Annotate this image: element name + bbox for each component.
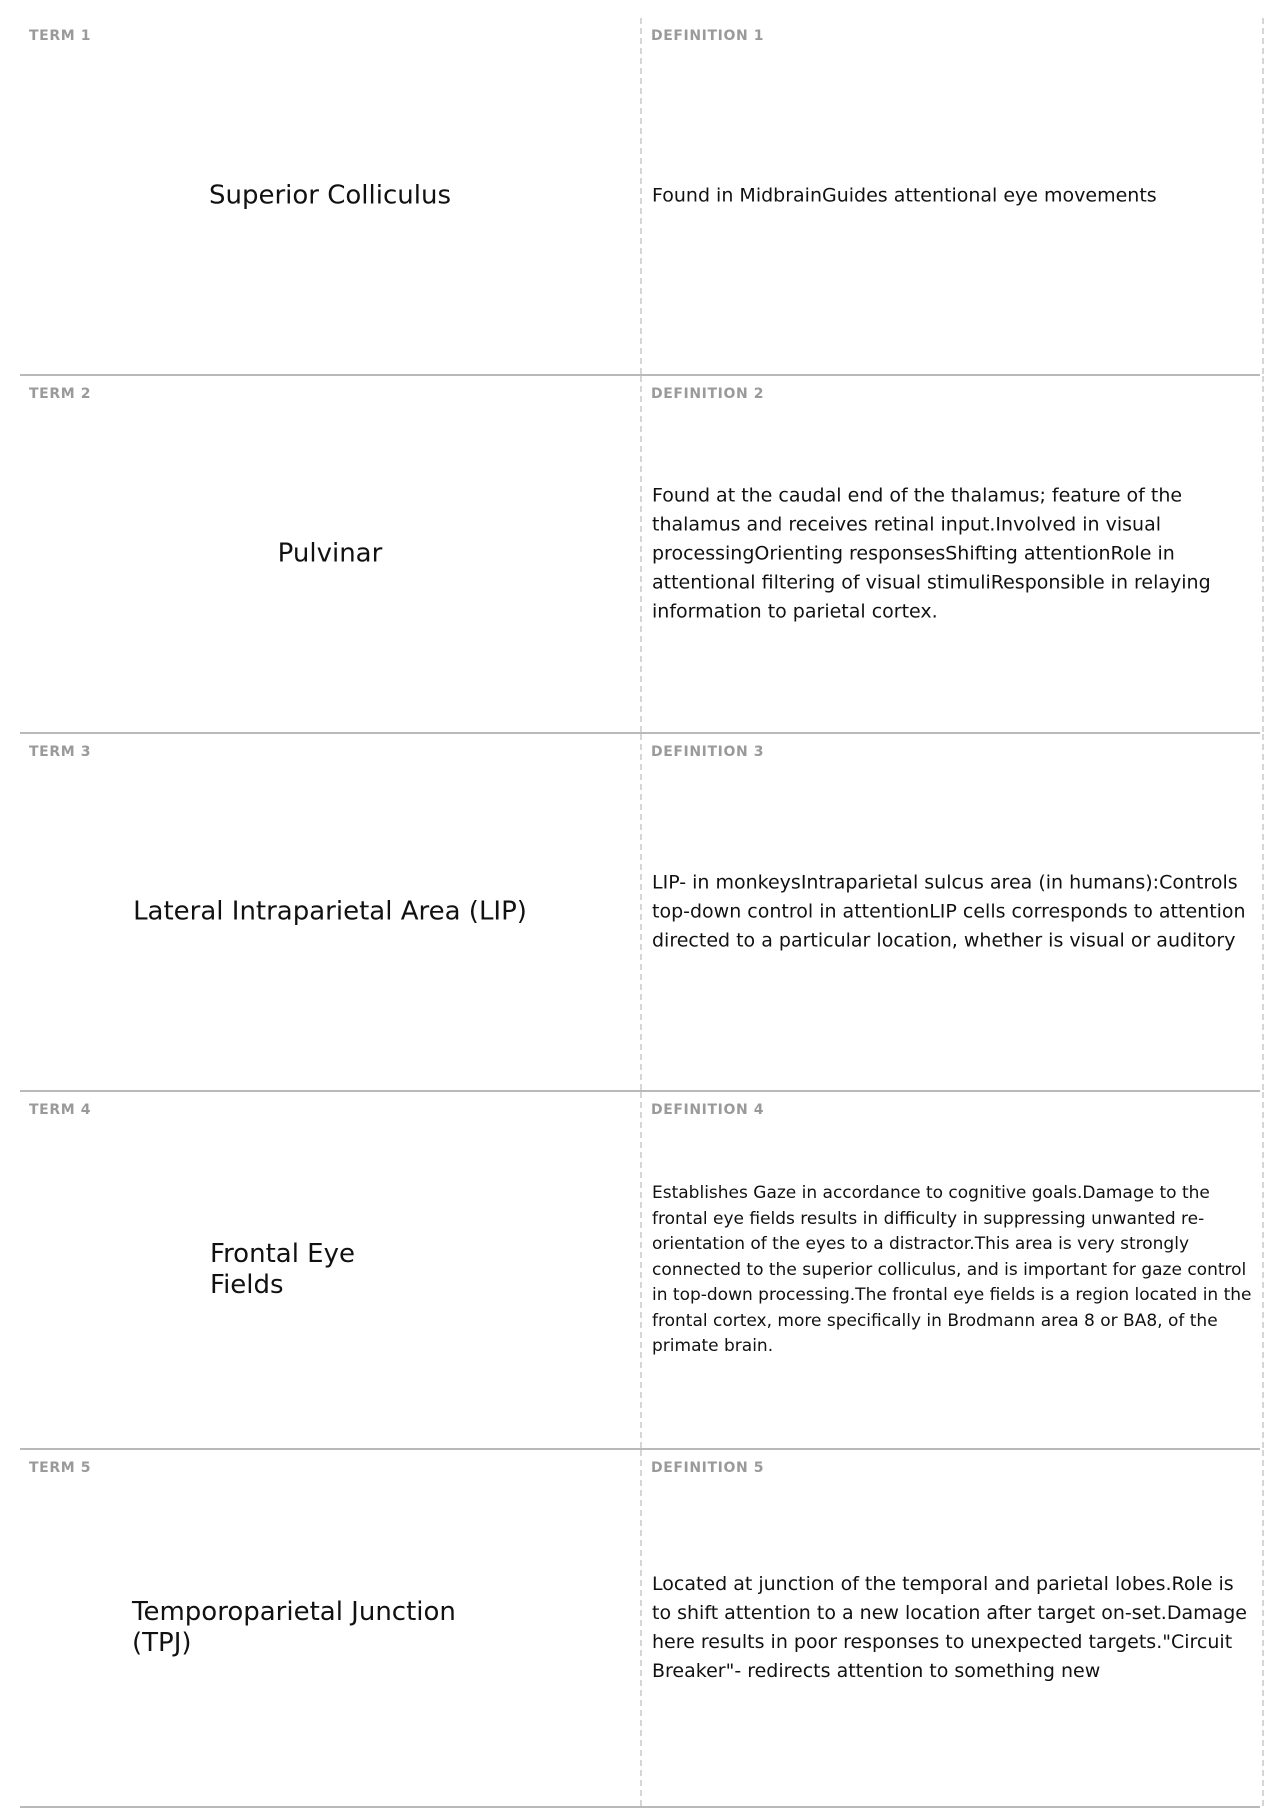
definition-panel	[640, 1450, 1264, 1806]
term-label: TERM 3	[29, 744, 92, 760]
term-panel	[20, 1092, 640, 1448]
definition-label: DEFINITION 2	[651, 386, 765, 402]
term-panel	[20, 376, 640, 732]
definition-text: Found in MidbrainGuides attentional eye movements	[652, 184, 1157, 207]
flashcard-1	[20, 18, 1260, 376]
definition-text: Establishes Gaze in accordance to cognitive goals.Damage to the frontal eye fields results in difficulty in suppressing unwanted re-orientation of the eyes to a distractor.This area is very strongly connected to the superior colliculus, and is important for gaze control in top-down processing.The frontal eye fields is a region located in the frontal cortex, more specifically in Brodmann area 8 or BA8, of the primate brain.	[652, 1182, 1252, 1356]
definition-panel	[640, 376, 1264, 732]
term-text: Lateral Intraparietal Area (LIP)	[133, 896, 527, 927]
term-label: TERM 1	[29, 28, 92, 44]
definition-label: DEFINITION 5	[651, 1460, 765, 1476]
flashcard-5	[20, 1450, 1260, 1808]
definition-text: Located at junction of the temporal and parietal lobes.Role is to shift attention to a new location after target on-set.Damage here results in poor responses to unexpected targets."Circuit Breaker"- redirects attention to something new	[652, 1573, 1247, 1682]
definition-label: DEFINITION 4	[651, 1102, 765, 1118]
definition-label: DEFINITION 1	[651, 28, 765, 44]
term-label: TERM 2	[29, 386, 92, 402]
term-panel	[20, 1450, 640, 1806]
definition-panel	[640, 734, 1264, 1090]
term-text: Superior Colliculus	[208, 180, 451, 211]
flashcard-2	[20, 376, 1260, 734]
term-text: Pulvinar	[277, 538, 383, 569]
term-label: TERM 4	[29, 1102, 92, 1118]
term-panel	[20, 18, 640, 374]
term-label: TERM 5	[29, 1460, 92, 1476]
definition-panel	[640, 18, 1264, 374]
definition-label: DEFINITION 3	[651, 744, 765, 760]
definition-text: Found at the caudal end of the thalamus; feature of the thalamus and receives retinal input.Involved in visual processingOrienting responsesShifting attentionRole in attentional filtering of visual stimuliResponsible in relaying information to parietal cortex.	[652, 484, 1211, 623]
flashcard-sheet	[20, 18, 1260, 1808]
term-text: Frontal Eye Fields	[210, 1239, 355, 1300]
term-panel	[20, 734, 640, 1090]
definition-text: LIP- in monkeysIntraparietal sulcus area (in humans):Controls top-down control in attentionLIP cells corresponds to attention directed to a particular location, whether is visual or auditory	[652, 871, 1246, 952]
term-text: Temporoparietal Junction (TPJ)	[132, 1597, 456, 1658]
flashcard-3	[20, 734, 1260, 1092]
definition-panel	[640, 1092, 1264, 1448]
flashcard-4	[20, 1092, 1260, 1450]
